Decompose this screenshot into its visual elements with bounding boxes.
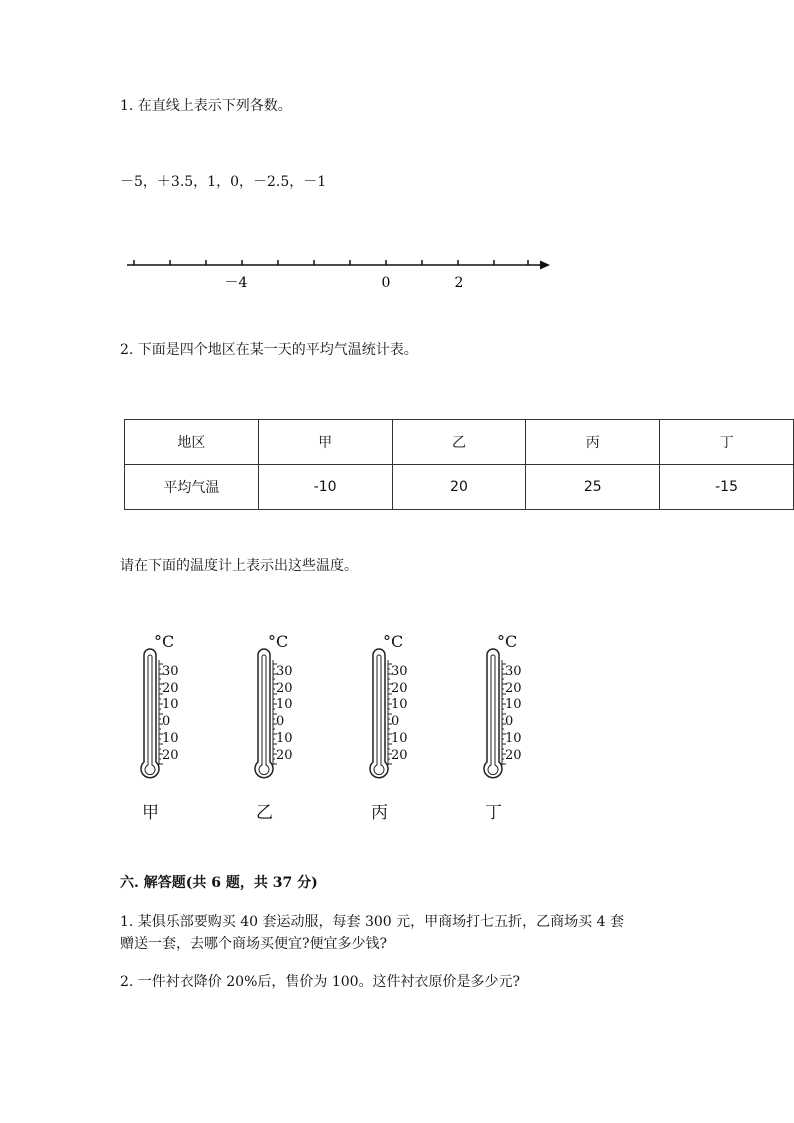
thermometer-scale-label: 30 (162, 664, 179, 679)
thermometer-unit: °C (383, 632, 404, 651)
q1-title: 1. 在直线上表示下列各数。 (120, 98, 292, 114)
thermometer-scale-label: 20 (505, 681, 522, 696)
table-row-temps (125, 465, 794, 510)
thermometer-scale-label: 0 (505, 714, 514, 729)
table-temp-2: 20 (392, 465, 526, 510)
thermometer-unit: °C (268, 632, 289, 651)
thermometer-scale-label: 10 (505, 697, 522, 712)
thermometer-scale-label: 0 (276, 714, 285, 729)
thermometer-scale-label: 20 (276, 681, 293, 696)
table-temp-4: -15 (660, 465, 794, 510)
table-header-label: 地区 (125, 420, 259, 465)
thermometer-2 (252, 630, 342, 830)
table-temp-3: 25 (526, 465, 660, 510)
section6-heading: 六. 解答题(共 6 题，共 37 分) (120, 875, 318, 891)
thermometer-scale-label: 20 (391, 748, 408, 763)
thermometer-scale-label: 10 (162, 697, 179, 712)
thermometer-1 (138, 630, 228, 830)
number-line-label-0: 0 (381, 275, 391, 291)
thermometer-unit: °C (497, 632, 518, 651)
thermometer-scale-label: 0 (162, 714, 171, 729)
section6-q1-line2: 赠送一套，去哪个商场买便宜?便宜多少钱? (120, 936, 388, 952)
thermometer-scale-label: 10 (505, 731, 522, 746)
thermometer-scale-label: 10 (162, 731, 179, 746)
table-region-2: 乙 (392, 420, 526, 465)
thermometer-tube (255, 649, 273, 778)
thermometer-scale-label: 20 (276, 748, 293, 763)
table-row-label: 平均气温 (125, 465, 259, 510)
number-line-arrow (540, 261, 550, 270)
thermometer-scale-label: 20 (391, 681, 408, 696)
thermometer-scale-label: 20 (162, 681, 179, 696)
thermometer-scale-label: 10 (276, 697, 293, 712)
thermometer-scale-label: 30 (276, 664, 293, 679)
q2-title: 2. 下面是四个地区在某一天的平均气温统计表。 (120, 342, 418, 358)
thermometer-scale-label: 10 (276, 731, 293, 746)
q2-instruction: 请在下面的温度计上表示出这些温度。 (120, 558, 358, 574)
thermometer-tube (370, 649, 388, 778)
thermometer-bore (488, 655, 498, 775)
thermometer-scale-label: 10 (391, 731, 408, 746)
thermometer-scale-label: 30 (391, 664, 408, 679)
table-temp-1: -10 (258, 465, 392, 510)
thermometer-4 (481, 630, 571, 830)
thermometer-bore (374, 655, 384, 775)
thermometer-unit: °C (154, 632, 175, 651)
section6-q1-line1: 1. 某俱乐部要购买 40 套运动服，每套 300 元，甲商场打七五折，乙商场买 4 套 (120, 914, 624, 930)
thermometer-name: 甲 (142, 803, 159, 823)
thermometer-tube (484, 649, 502, 778)
thermometer-bore (259, 655, 269, 775)
thermometer-name: 乙 (256, 803, 273, 823)
table-row-header (125, 420, 794, 465)
thermometer-name: 丙 (371, 803, 388, 823)
thermometer-scale-label: 10 (391, 697, 408, 712)
number-line (0, 0, 794, 300)
number-line-label-2: 2 (454, 275, 464, 291)
thermometer-name: 丁 (485, 803, 502, 823)
thermometer-scale-label: 0 (391, 714, 400, 729)
thermometer-scale-label: 20 (505, 748, 522, 763)
thermometer-tube (141, 649, 159, 778)
section6-q2: 2. 一件衬衣降价 20%后，售价为 100。这件衬衣原价是多少元? (120, 974, 521, 990)
thermometer-bore (145, 655, 155, 775)
thermometer-scale-label: 20 (162, 748, 179, 763)
table-region-1: 甲 (258, 420, 392, 465)
table-region-4: 丁 (660, 420, 794, 465)
temperature-table (124, 419, 794, 510)
thermometer-3 (367, 630, 457, 830)
table-region-3: 丙 (526, 420, 660, 465)
number-line-label-neg4: －4 (224, 275, 248, 291)
thermometer-scale-label: 30 (505, 664, 522, 679)
q1-numbers: －5，＋3.5，1，0，－2.5，－1 (120, 174, 327, 190)
